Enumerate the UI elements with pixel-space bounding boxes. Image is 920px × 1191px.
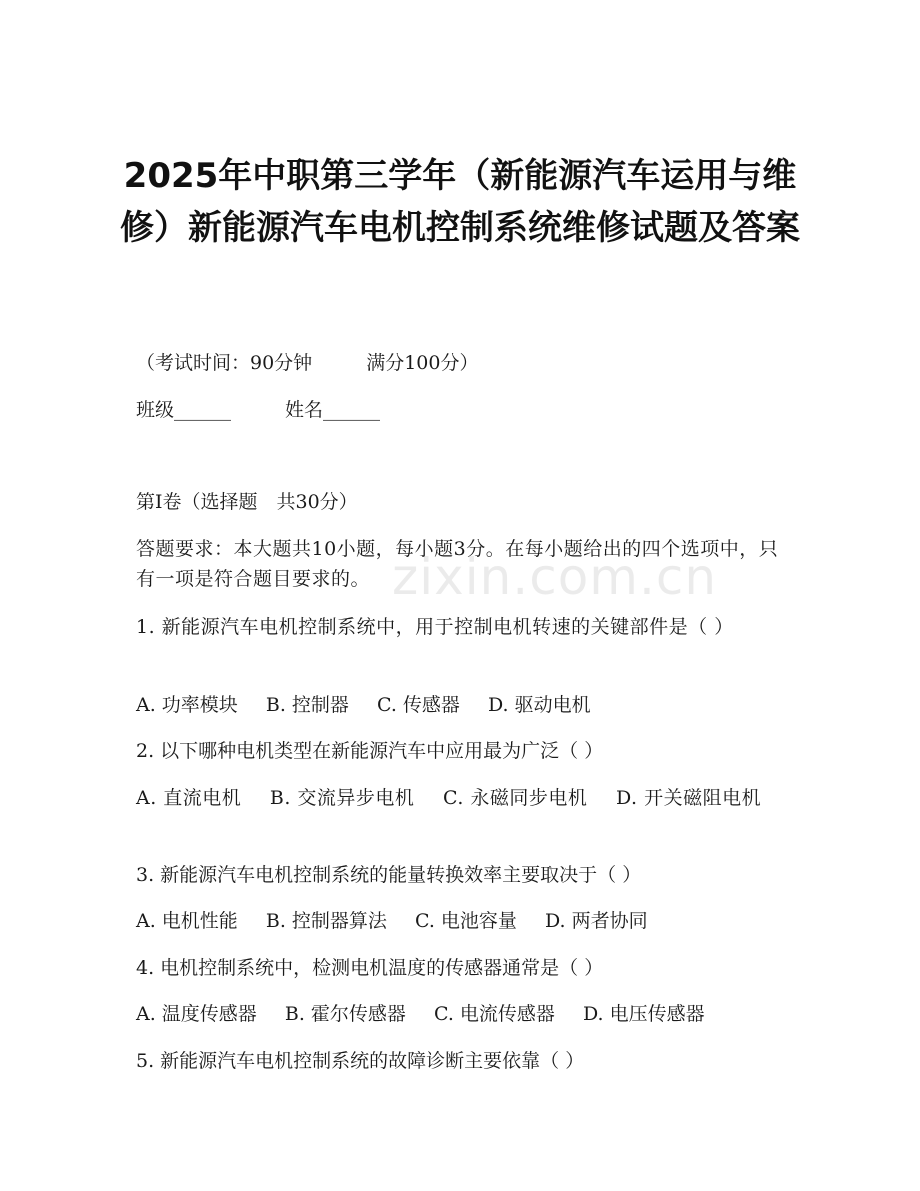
- question-1-stem: 1. 新能源汽车电机控制系统中，用于控制电机转速的关键部件是（ ）: [136, 616, 734, 638]
- question-5-stem: 5. 新能源汽车电机控制系统的故障诊断主要依靠（ ）: [136, 1050, 585, 1072]
- option-c: C. 电流传感器: [433, 1003, 555, 1025]
- option-d: D. 开关磁阻电机: [615, 787, 762, 809]
- student-fields: [136, 395, 786, 425]
- instructions: 答题要求：本大题共10小题，每小题3分。在每小题给出的四个选项中，只有一项是符合题目要求的。: [136, 538, 779, 590]
- option-d: D. 驱动电机: [487, 694, 591, 716]
- option-a: A. 直流电机: [136, 787, 242, 809]
- watermark: zixin.com.cn: [392, 548, 718, 606]
- option-c: C. 电池容量: [414, 910, 517, 932]
- question-4-stem: 4. 电机控制系统中，检测电机温度的传感器通常是（ ）: [136, 957, 604, 979]
- document-title: 2025年中职第三学年（新能源汽车运用与维修）新能源汽车电机控制系统维修试题及答案: [120, 156, 800, 248]
- option-d: D. 电压传感器: [582, 1003, 705, 1025]
- option-b: B. 交流异步电机: [269, 787, 415, 809]
- option-c: C. 传感器: [376, 694, 460, 716]
- section-title: 第I卷（选择题 共30分）: [136, 491, 358, 513]
- exam-score: 满分100分）: [366, 352, 479, 374]
- question-1-options: [136, 690, 786, 720]
- option-b: B. 控制器: [265, 694, 349, 716]
- question-2-options: [136, 783, 786, 813]
- exam-info: [136, 348, 786, 378]
- exam-time: （考试时间：90分钟: [136, 352, 313, 374]
- option-b: B. 霍尔传感器: [284, 1003, 406, 1025]
- question-2-stem: 2. 以下哪种电机类型在新能源汽车中应用最为广泛（ ）: [136, 740, 604, 762]
- option-a: A. 电机性能: [136, 910, 238, 932]
- question-3-options: [136, 906, 786, 936]
- question-4-options: [136, 999, 786, 1029]
- name-field: 姓名______: [285, 399, 381, 421]
- option-b: B. 控制器算法: [265, 910, 387, 932]
- class-field: 班级______: [136, 399, 232, 421]
- option-c: C. 永磁同步电机: [442, 787, 588, 809]
- option-d: D. 两者协同: [544, 910, 648, 932]
- option-a: A. 功率模块: [136, 694, 238, 716]
- option-a: A. 温度传感器: [136, 1003, 257, 1025]
- question-3-stem: 3. 新能源汽车电机控制系统的能量转换效率主要取决于（ ）: [136, 864, 642, 886]
